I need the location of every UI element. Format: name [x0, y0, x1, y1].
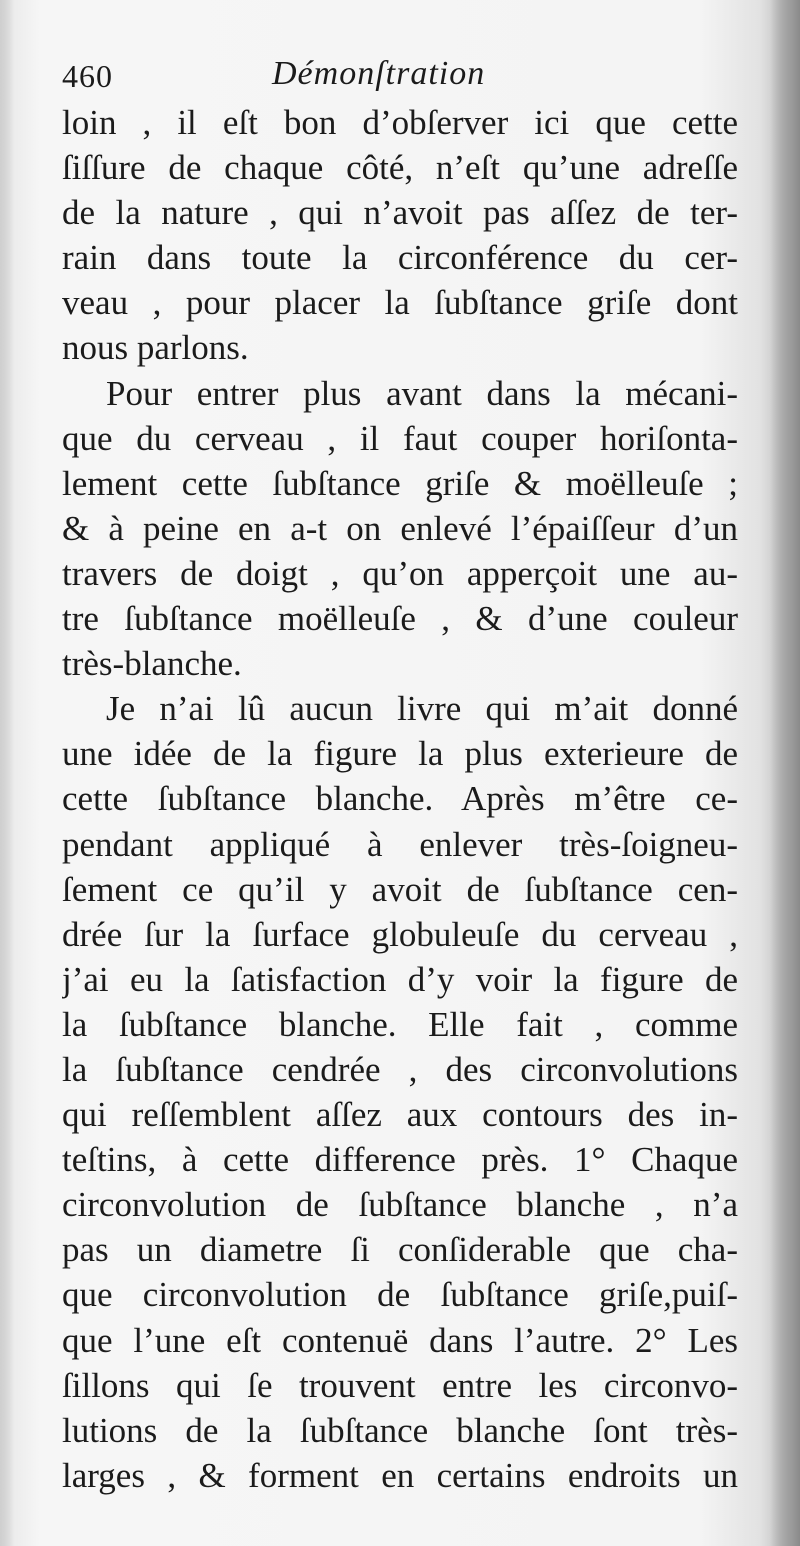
text-line: nous parlons. [62, 328, 249, 368]
text-line: circonvolution de ſubſtance blanche , n’a [62, 1185, 738, 1225]
running-title: Démonſtration [272, 55, 486, 92]
text-line: qui reſſemblent aſſez aux contours des in- [62, 1095, 738, 1135]
page-number: 460 [62, 58, 113, 94]
text-line: ſillons qui ſe trouvent entre les circonvo- [62, 1365, 738, 1405]
text-line: de la nature , qui n’avoit pas aſſez de ter- [62, 193, 738, 233]
text-line: ſiſſure de chaque côté, n’eſt qu’une adreſſe [62, 148, 738, 188]
text-line: larges , & forment en certains endroits un [62, 1455, 738, 1495]
page-gutter-shadow [770, 0, 800, 1546]
text-line: drée ſur la ſurface globuleuſe du cerveau , [62, 914, 738, 954]
text-line: veau , pour placer la ſubſtance griſe dont [62, 283, 738, 323]
body-text [62, 100, 738, 1498]
text-line: très-blanche. [62, 644, 242, 684]
page-left-shadow [0, 0, 14, 1546]
page-header [62, 54, 722, 104]
paragraph-first-line: Pour entrer plus avant dans la mécani- [106, 373, 738, 413]
text-line: travers de doigt , qu’on apperçoit une au- [62, 553, 738, 593]
text-line: j’ai eu la ſatisfaction d’y voir la figure de [62, 959, 738, 999]
text-line: & à peine en a-t on enlevé l’épaiſſeur d’un [62, 508, 738, 548]
text-line: rain dans toute la circonférence du cer- [62, 238, 738, 278]
text-line: une idée de la figure la plus exterieure de [62, 734, 738, 774]
text-line: pas un diametre ſi conſiderable que cha- [62, 1230, 738, 1270]
paragraph-first-line: Je n’ai lû aucun livre qui m’ait donné [106, 689, 738, 729]
text-line: que circonvolution de ſubſtance griſe,puiſ- [62, 1275, 738, 1315]
text-line: ſement ce qu’il y avoit de ſubſtance cen- [62, 869, 738, 909]
text-line: loin , il eſt bon d’obſerver ici que cette [62, 103, 738, 142]
text-line: lement cette ſubſtance griſe & moëlleuſe ; [62, 463, 738, 503]
text-line: pendant appliqué à enlever très-ſoigneu- [62, 824, 738, 864]
text-line: la ſubſtance blanche. Elle fait , comme [62, 1004, 738, 1044]
text-line: que l’une eſt contenuë dans l’autre. 2° Les [62, 1320, 738, 1360]
text-line: cette ſubſtance blanche. Après m’être ce- [62, 779, 738, 819]
text-line: teſtins, à cette difference près. 1° Chaque [62, 1140, 738, 1180]
text-line: lutions de la ſubſtance blanche ſont très- [62, 1410, 738, 1450]
text-line: la ſubſtance cendrée , des circonvolutions [62, 1049, 738, 1089]
text-line: tre ſubſtance moëlleuſe , & d’une couleur [62, 599, 738, 639]
text-line: que du cerveau , il faut couper horiſonta- [62, 418, 738, 458]
